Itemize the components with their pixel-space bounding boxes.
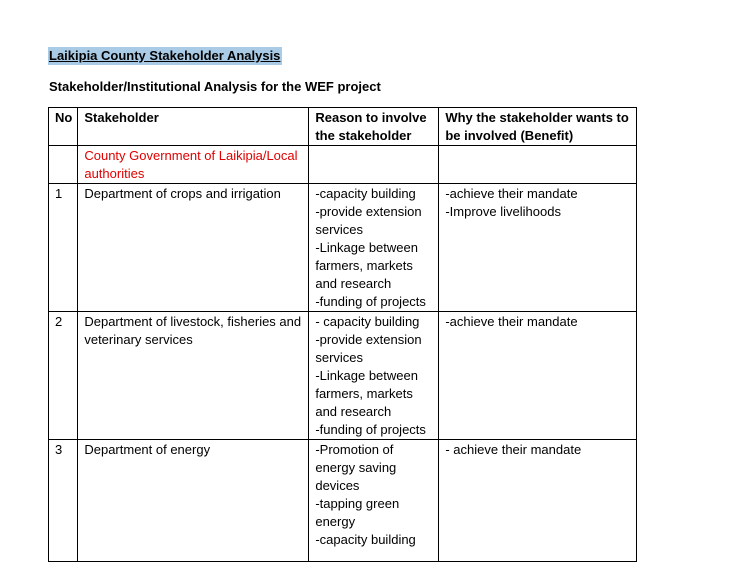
reason-line: - capacity building bbox=[315, 314, 420, 329]
group-no-cell bbox=[49, 146, 78, 184]
reason-line: and research bbox=[315, 404, 392, 419]
row-number: 1 bbox=[49, 184, 78, 312]
header-why: Why the stakeholder wants to be involved (Benefit) bbox=[439, 108, 637, 146]
group-label: County Government of Laikipia/Local authorities bbox=[78, 146, 309, 184]
table-group-row bbox=[49, 146, 637, 184]
table-row bbox=[49, 312, 637, 440]
reason-line: -provide extension bbox=[315, 332, 422, 347]
document-title: Laikipia County Stakeholder Analysis bbox=[49, 48, 281, 63]
table-row bbox=[49, 440, 637, 562]
header-stakeholder: Stakeholder bbox=[78, 108, 309, 146]
row-stakeholder: Department of livestock, fisheries and veterinary services bbox=[78, 312, 309, 440]
row-reason bbox=[309, 184, 439, 312]
table-row bbox=[49, 184, 637, 312]
reason-line: energy bbox=[315, 514, 356, 529]
group-reason-cell bbox=[309, 146, 439, 184]
why-line: -Improve livelihoods bbox=[445, 204, 561, 219]
reason-line: farmers, markets bbox=[315, 258, 413, 273]
row-number: 2 bbox=[49, 312, 78, 440]
reason-line: services bbox=[315, 222, 364, 237]
why-line: -achieve their mandate bbox=[445, 186, 578, 201]
reason-line: and research bbox=[315, 276, 392, 291]
reason-line: -Promotion of bbox=[315, 442, 394, 457]
reason-line: -Linkage between bbox=[315, 240, 418, 255]
row-reason bbox=[309, 440, 439, 562]
row-why bbox=[439, 440, 637, 562]
group-why-cell bbox=[439, 146, 637, 184]
table-header-row bbox=[49, 108, 637, 146]
header-no: No bbox=[49, 108, 78, 146]
reason-line: farmers, markets bbox=[315, 386, 413, 401]
row-stakeholder: Department of energy bbox=[78, 440, 309, 562]
row-number: 3 bbox=[49, 440, 78, 562]
reason-line: -capacity building bbox=[315, 186, 416, 201]
header-reason: Reason to involve the stakeholder bbox=[309, 108, 439, 146]
reason-line: -capacity building bbox=[315, 532, 416, 547]
reason-line: -funding of projects bbox=[315, 422, 426, 437]
reason-line: devices bbox=[315, 478, 360, 493]
reason-line: -Linkage between bbox=[315, 368, 418, 383]
reason-line: -provide extension bbox=[315, 204, 422, 219]
reason-line: energy saving bbox=[315, 460, 397, 475]
row-stakeholder: Department of crops and irrigation bbox=[78, 184, 309, 312]
reason-line: services bbox=[315, 350, 364, 365]
row-why bbox=[439, 312, 637, 440]
stakeholder-table bbox=[48, 107, 637, 562]
why-line: -achieve their mandate bbox=[445, 314, 578, 329]
row-why bbox=[439, 184, 637, 312]
why-line: - achieve their mandate bbox=[445, 442, 582, 457]
row-reason bbox=[309, 312, 439, 440]
reason-line: -funding of projects bbox=[315, 294, 426, 309]
document-subtitle: Stakeholder/Institutional Analysis for the WEF project bbox=[49, 79, 381, 94]
reason-line: -tapping green bbox=[315, 496, 400, 511]
